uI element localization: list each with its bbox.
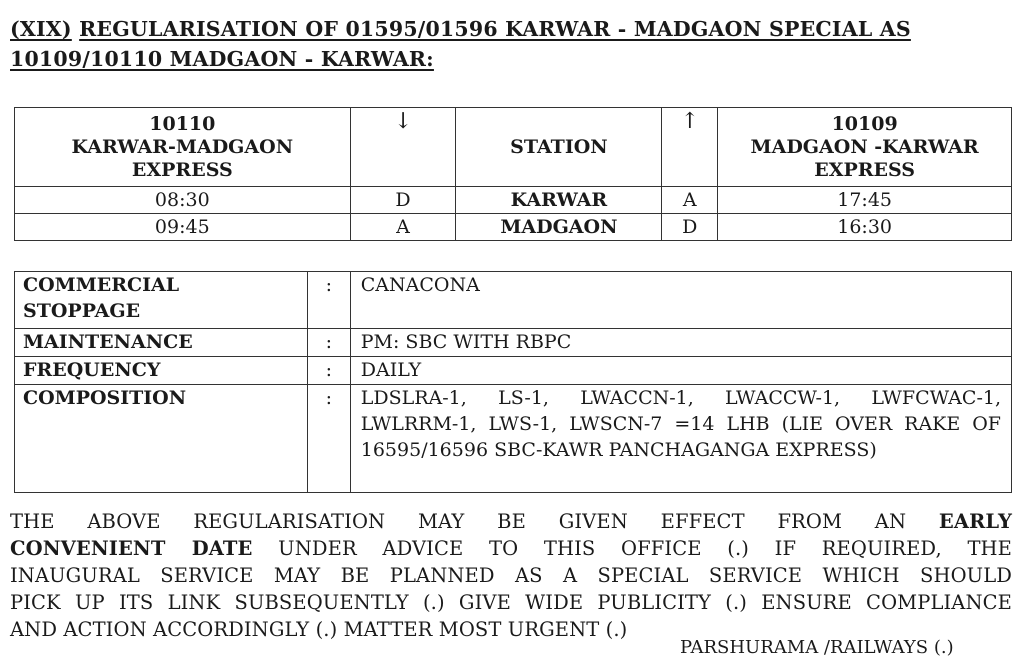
- notice-line-1: [10, 508, 1012, 535]
- right-train-number: 10109: [831, 112, 898, 135]
- composition-label: COMPOSITION: [15, 385, 308, 493]
- section-heading: [10, 14, 1014, 74]
- separator: :: [307, 272, 350, 329]
- table-row: [15, 214, 1012, 241]
- heading-line-2: 10109/10110 MADGAON - KARWAR:: [10, 47, 434, 71]
- notice-emphasis: EARLY: [938, 510, 1012, 533]
- notice-line-5: AND ACTION ACCORDINGLY (.) MATTER MOST URGENT (.): [10, 618, 628, 641]
- composition-value: LDSLRA-1, LS-1, LWACCN-1, LWACCW-1, LWFCWAC-1, LWLRRM-1, LWS-1, LWSCN-7 =14 LHB (LIE OVER RAKE OF 16595/16596 SBC-KAWR PANCHAGANGA EXPRESS): [350, 385, 1011, 493]
- up-arrow-icon: ↑: [662, 108, 718, 187]
- heading-line-1: [10, 14, 1014, 44]
- table-row: [15, 187, 1012, 214]
- right-train-name: MADGAON -KARWAR: [750, 135, 979, 158]
- left-train-name: KARWAR-MADGAON: [71, 135, 294, 158]
- frequency-label: FREQUENCY: [15, 357, 308, 385]
- separator: :: [307, 357, 350, 385]
- code-right: A: [662, 187, 718, 214]
- notice-emphasis: CONVENIENT DATE: [10, 537, 253, 560]
- section-number: (XIX): [10, 17, 72, 41]
- separator: :: [307, 385, 350, 493]
- right-train-type: EXPRESS: [814, 158, 916, 181]
- commercial-stoppage-value: CANACONA: [350, 272, 1011, 329]
- code-right: D: [662, 214, 718, 241]
- notice-text: THE ABOVE REGULARISATION MAY BE GIVEN EFFECT FROM AN: [10, 510, 939, 533]
- table-row: [15, 329, 1012, 357]
- notice-line-2: [10, 535, 1012, 562]
- timetable-header-row: [15, 108, 1012, 187]
- arrival-time-karwar: 17:45: [718, 187, 1012, 214]
- frequency-value: DAILY: [350, 357, 1011, 385]
- right-train-header: [718, 108, 1012, 187]
- separator: :: [307, 329, 350, 357]
- table-row: [15, 272, 1012, 329]
- label-line: COMMERCIAL: [23, 274, 180, 296]
- maintenance-value: PM: SBC WITH RBPC: [350, 329, 1011, 357]
- left-train-type: EXPRESS: [131, 158, 233, 181]
- notice-text: UNDER ADVICE TO THIS OFFICE (.) IF REQUIRED, THE: [252, 537, 1012, 560]
- heading-title-part-1: REGULARISATION OF 01595/01596 KARWAR - MADGAON SPECIAL AS: [79, 17, 911, 41]
- left-train-number: 10110: [149, 112, 216, 135]
- departure-time-madgaon: 16:30: [718, 214, 1012, 241]
- down-arrow-icon: ↓: [350, 108, 456, 187]
- commercial-stoppage-label: [15, 272, 308, 329]
- notice-line-4: PICK UP ITS LINK SUBSEQUENTLY (.) GIVE WIDE PUBLICITY (.) ENSURE COMPLIANCE: [10, 591, 1012, 614]
- notice-line-3: INAUGURAL SERVICE MAY BE PLANNED AS A SPECIAL SERVICE WHICH SHOULD: [10, 564, 1012, 587]
- table-row: [15, 357, 1012, 385]
- departure-time-karwar: 08:30: [15, 187, 351, 214]
- label-line: STOPPAGE: [23, 300, 141, 322]
- arrival-time-madgaon: 09:45: [15, 214, 351, 241]
- station-header: STATION: [456, 108, 662, 187]
- notice-paragraph: [10, 508, 1012, 643]
- station-name: KARWAR: [456, 187, 662, 214]
- table-row: [15, 385, 1012, 493]
- station-name: MADGAON: [456, 214, 662, 241]
- signature-partial: PARSHURAMA /RAILWAYS (.): [680, 637, 954, 658]
- left-train-header: [15, 108, 351, 187]
- timetable-table: [14, 107, 1012, 241]
- train-details-table: [14, 271, 1012, 493]
- code-left: A: [350, 214, 456, 241]
- code-left: D: [350, 187, 456, 214]
- maintenance-label: MAINTENANCE: [15, 329, 308, 357]
